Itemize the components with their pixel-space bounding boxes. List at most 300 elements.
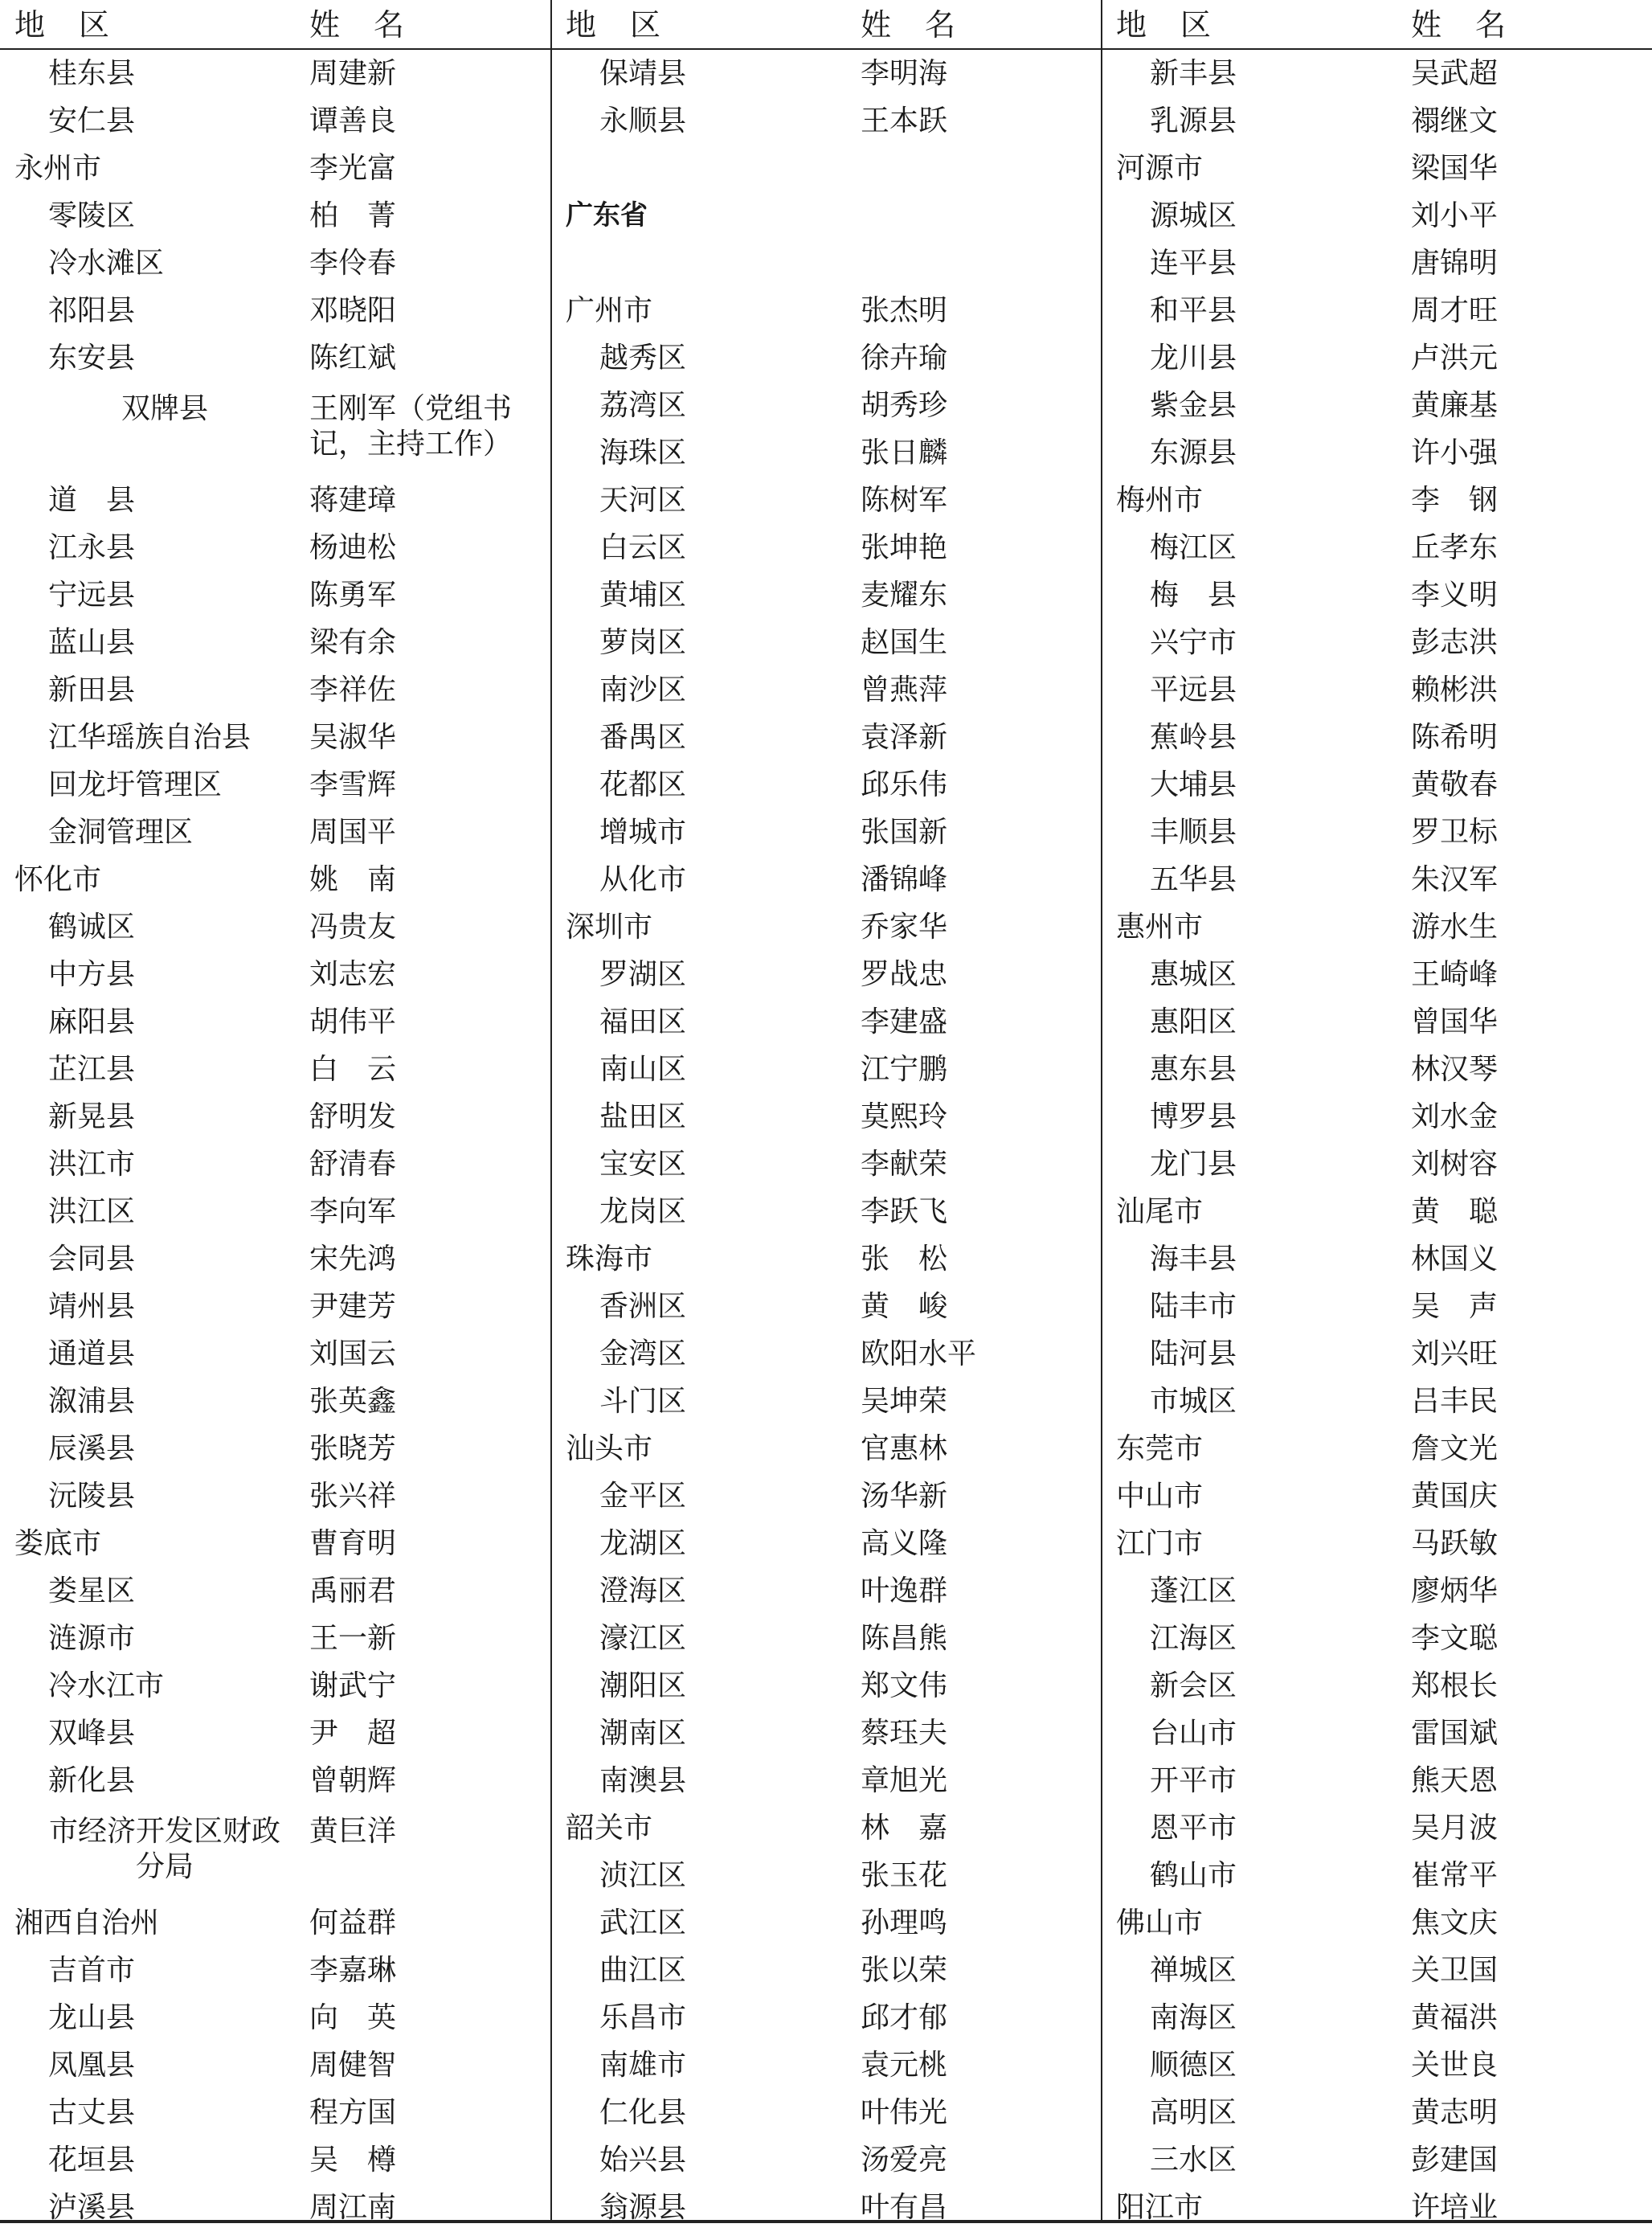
name-cell: 梁有余 (309, 626, 397, 659)
table-row (551, 2136, 1101, 2184)
name-cell: 彭建国 (1411, 2144, 1499, 2177)
table-row (0, 1283, 550, 1330)
region-cell: 零陵区 (48, 199, 136, 232)
region-cell: 龙门县 (1150, 1148, 1237, 1181)
region-cell: 博罗县 (1150, 1100, 1237, 1133)
table-row (1102, 951, 1652, 998)
name-cell: 王本跃 (861, 104, 948, 137)
region-cell: 江海区 (1150, 1622, 1237, 1655)
table-row (551, 1615, 1101, 1662)
region-cell: 惠州市 (1116, 911, 1204, 944)
name-cell: 王刚军（党组书记，主持工作） (309, 392, 513, 461)
region-cell: 鹤诚区 (48, 911, 136, 944)
name-cell: 曾国华 (1411, 1005, 1499, 1038)
name-cell: 尹 超 (309, 1717, 397, 1750)
table-row (1102, 429, 1652, 477)
name-cell: 黄 峻 (861, 1290, 948, 1323)
table-row (0, 1472, 550, 1520)
table-row (1102, 1567, 1652, 1615)
region-cell: 新田县 (48, 674, 136, 706)
name-cell: 林 嘉 (861, 1812, 948, 1845)
region-cell: 花垣县 (48, 2144, 136, 2177)
name-cell: 袁元桃 (861, 2049, 948, 2082)
region-cell: 翁源县 (599, 2191, 687, 2224)
region-cell: 惠阳区 (1150, 1005, 1237, 1038)
name-cell: 张晓芳 (309, 1432, 397, 1465)
name-cell: 何益群 (309, 1906, 397, 1939)
region-cell: 凤凰县 (48, 2049, 136, 2082)
region-cell: 江华瑶族自治县 (48, 721, 251, 754)
table-row (0, 761, 550, 809)
region-cell: 盐田区 (599, 1100, 687, 1133)
name-cell: 梁国华 (1411, 152, 1499, 185)
table-row (0, 145, 550, 192)
region-cell: 祁阳县 (48, 294, 136, 327)
region-cell: 番禺区 (599, 721, 687, 754)
table-row (551, 1804, 1101, 1852)
table-row (0, 2041, 550, 2089)
name-cell: 唐锦明 (1411, 247, 1499, 280)
region-cell: 桂东县 (48, 57, 136, 90)
region-cell: 增城市 (599, 816, 687, 849)
table-row (1102, 619, 1652, 666)
name-cell: 陈勇军 (309, 579, 397, 612)
region-cell: 蕉岭县 (1150, 721, 1237, 754)
table-row (1102, 1994, 1652, 2041)
table-row (551, 1425, 1101, 1472)
region-cell: 深圳市 (566, 911, 653, 944)
name-cell: 程方国 (309, 2096, 397, 2129)
table-row (1102, 192, 1652, 240)
region-header: 地 区 (566, 7, 663, 43)
name-cell: 蔡珏夫 (861, 1717, 948, 1750)
name-cell: 张玉花 (861, 1859, 948, 1892)
region-cell: 武江区 (599, 1906, 687, 1939)
table-row (551, 619, 1101, 666)
region-cell: 娄星区 (48, 1575, 136, 1607)
region-cell: 阳江市 (1116, 2191, 1204, 2224)
table-row (551, 1567, 1101, 1615)
name-cell: 刘树容 (1411, 1148, 1499, 1181)
table-row (0, 1046, 550, 1093)
region-cell: 龙岗区 (599, 1195, 687, 1228)
table-row (1102, 1188, 1652, 1235)
table-row (0, 240, 550, 287)
name-cell: 黄国庆 (1411, 1480, 1499, 1513)
region-cell: 梅州市 (1116, 484, 1204, 517)
table-row (1102, 287, 1652, 334)
name-cell: 谭善良 (309, 104, 397, 137)
table-row (1102, 1093, 1652, 1141)
name-cell: 王一新 (309, 1622, 397, 1655)
table-row (1102, 145, 1652, 192)
name-cell: 邱乐伟 (861, 768, 948, 801)
name-cell: 彭志洪 (1411, 626, 1499, 659)
region-cell: 始兴县 (599, 2144, 687, 2177)
region-cell: 从化市 (599, 863, 687, 896)
table-row (1102, 2184, 1652, 2231)
table-row (1102, 1378, 1652, 1425)
region-cell: 中山市 (1116, 1480, 1204, 1513)
region-cell: 保靖县 (599, 57, 687, 90)
name-cell: 李祥佐 (309, 674, 397, 706)
name-cell: 朱汉军 (1411, 863, 1499, 896)
name-cell: 叶逸群 (861, 1575, 948, 1607)
region-header: 地 区 (1116, 7, 1213, 43)
region-cell: 新晃县 (48, 1100, 136, 1133)
column-3 (1102, 0, 1652, 2236)
name-cell: 陈希明 (1411, 721, 1499, 754)
name-cell: 黄 聪 (1411, 1195, 1499, 1228)
region-cell: 惠城区 (1150, 958, 1237, 991)
name-cell: 廖炳华 (1411, 1575, 1499, 1607)
region-cell: 市经济开发区财政分局 (48, 1815, 280, 1883)
name-cell: 莫熙玲 (861, 1100, 948, 1133)
region-cell: 江永县 (48, 531, 136, 564)
name-cell: 李义明 (1411, 579, 1499, 612)
table-row (551, 382, 1101, 429)
region-cell: 黄埔区 (599, 579, 687, 612)
name-cell: 刘兴旺 (1411, 1337, 1499, 1370)
table-row (1102, 382, 1652, 429)
region-cell: 娄底市 (14, 1527, 102, 1560)
region-cell: 天河区 (599, 484, 687, 517)
region-cell: 南海区 (1150, 2001, 1237, 2034)
name-cell: 郑根长 (1411, 1669, 1499, 1702)
region-cell: 中方县 (48, 958, 136, 991)
name-cell: 周国平 (309, 816, 397, 849)
name-cell: 张国新 (861, 816, 948, 849)
name-cell: 罗战忠 (861, 958, 948, 991)
region-cell: 永州市 (14, 152, 102, 185)
table-row (551, 50, 1101, 97)
table-row (0, 524, 550, 571)
region-cell: 罗湖区 (599, 958, 687, 991)
table-row (1102, 1235, 1652, 1283)
table-row (1102, 1899, 1652, 1947)
name-cell: 向 英 (309, 2001, 397, 2034)
table-row (0, 1378, 550, 1425)
column-header (551, 0, 1101, 48)
name-cell: 李献荣 (861, 1148, 948, 1181)
table-row (1102, 50, 1652, 97)
name-cell: 叶伟光 (861, 2096, 948, 2129)
table-row (551, 240, 1101, 287)
region-cell: 怀化市 (14, 863, 102, 896)
name-cell: 詹文光 (1411, 1432, 1499, 1465)
table-row (551, 856, 1101, 903)
region-cell: 曲江区 (599, 1954, 687, 1987)
table-row (0, 2089, 550, 2136)
name-cell: 李 钢 (1411, 484, 1499, 517)
region-cell: 广州市 (566, 294, 653, 327)
table-row (1102, 97, 1652, 145)
name-cell: 章旭光 (861, 1764, 948, 1797)
table-row (0, 287, 550, 334)
region-cell: 南沙区 (599, 674, 687, 706)
name-cell: 赵国生 (861, 626, 948, 659)
table-row (0, 334, 550, 382)
table-row (0, 856, 550, 903)
name-cell: 郑文伟 (861, 1669, 948, 1702)
name-cell: 蒋建璋 (309, 484, 397, 517)
name-cell: 张兴祥 (309, 1480, 397, 1513)
table-row (0, 97, 550, 145)
name-cell: 黄巨洋 (309, 1815, 397, 1848)
name-cell: 林汉琴 (1411, 1053, 1499, 1086)
name-cell: 周建新 (309, 57, 397, 90)
name-cell: 黄敬春 (1411, 768, 1499, 801)
region-cell: 潮南区 (599, 1717, 687, 1750)
region-cell: 宁远县 (48, 579, 136, 612)
table-row (1102, 1425, 1652, 1472)
table-row (551, 1188, 1101, 1235)
region-cell: 金湾区 (599, 1337, 687, 1370)
table-row (0, 1093, 550, 1141)
region-cell: 洪江市 (48, 1148, 136, 1181)
region-cell: 辰溪县 (48, 1432, 136, 1465)
table-row (551, 524, 1101, 571)
region-cell: 福田区 (599, 1005, 687, 1038)
region-cell: 大埔县 (1150, 768, 1237, 801)
name-cell: 孙理鸣 (861, 1906, 948, 1939)
region-cell: 双峰县 (48, 1717, 136, 1750)
table-row (551, 287, 1101, 334)
table-row (1102, 1947, 1652, 1994)
name-cell: 李嘉琳 (309, 1954, 397, 1987)
table-row (1102, 998, 1652, 1046)
name-cell: 马跃敏 (1411, 1527, 1499, 1560)
table-row (1102, 334, 1652, 382)
table-row (1102, 1046, 1652, 1093)
region-cell: 源城区 (1150, 199, 1237, 232)
name-cell: 张以荣 (861, 1954, 948, 1987)
name-cell: 刘水金 (1411, 1100, 1499, 1133)
name-cell: 邓晓阳 (309, 294, 397, 327)
region-cell: 梅江区 (1150, 531, 1237, 564)
table-row (0, 1899, 550, 1947)
table-row (0, 809, 550, 856)
table-row (551, 2089, 1101, 2136)
name-cell: 高义隆 (861, 1527, 948, 1560)
name-cell: 刘国云 (309, 1337, 397, 1370)
name-cell: 周才旺 (1411, 294, 1499, 327)
table-row (1102, 1520, 1652, 1567)
region-cell: 涟源市 (48, 1622, 136, 1655)
table-row (551, 998, 1101, 1046)
name-cell: 尹建芳 (309, 1290, 397, 1323)
region-cell: 龙湖区 (599, 1527, 687, 1560)
region-cell: 紫金县 (1150, 389, 1237, 422)
region-cell: 佛山市 (1116, 1906, 1204, 1939)
name-cell: 杨迪松 (309, 531, 397, 564)
name-cell: 曾朝辉 (309, 1764, 397, 1797)
name-cell: 李伶春 (309, 247, 397, 280)
name-cell: 叶有昌 (861, 2191, 948, 2224)
region-cell: 平远县 (1150, 674, 1237, 706)
table-row (1102, 240, 1652, 287)
region-cell: 双牌县 (121, 392, 208, 425)
name-cell: 江宁鹏 (861, 1053, 948, 1086)
name-cell: 冯贵友 (309, 911, 397, 944)
section-heading (551, 192, 1101, 240)
table-row (551, 1472, 1101, 1520)
region-cell: 高明区 (1150, 2096, 1237, 2129)
table-row (0, 951, 550, 998)
region-cell: 冷水滩区 (48, 247, 165, 280)
name-cell: 柏 菁 (309, 199, 397, 232)
table-row (0, 1757, 550, 1804)
name-cell: 黄志明 (1411, 2096, 1499, 2129)
region-cell: 市城区 (1150, 1385, 1237, 1418)
name-cell: 麦耀东 (861, 579, 948, 612)
table-row (0, 1615, 550, 1662)
table-row (551, 1520, 1101, 1567)
table-row (0, 1425, 550, 1472)
name-cell: 雷国斌 (1411, 1717, 1499, 1750)
table-row (551, 666, 1101, 714)
table-row (1102, 1710, 1652, 1757)
region-cell: 梅 县 (1150, 579, 1237, 612)
table-row (551, 2041, 1101, 2089)
name-cell: 黄廉基 (1411, 389, 1499, 422)
table-row (0, 382, 550, 477)
table-row (1102, 1757, 1652, 1804)
region-cell: 芷江县 (48, 1053, 136, 1086)
table-row (1102, 1330, 1652, 1378)
table-row (551, 714, 1101, 761)
region-cell: 顺德区 (1150, 2049, 1237, 2082)
name-cell: 卢洪元 (1411, 342, 1499, 375)
name-cell: 吴 声 (1411, 1290, 1499, 1323)
table-row (1102, 477, 1652, 524)
table-row (0, 1188, 550, 1235)
table-row (551, 809, 1101, 856)
name-cell: 姚 南 (309, 863, 397, 896)
table-row (0, 998, 550, 1046)
name-cell: 谢武宁 (309, 1669, 397, 1702)
region-cell: 仁化县 (599, 2096, 687, 2129)
name-cell: 舒明发 (309, 1100, 397, 1133)
name-cell: 罗卫标 (1411, 816, 1499, 849)
region-cell: 东安县 (48, 342, 136, 375)
name-cell: 宋先鸿 (309, 1243, 397, 1276)
table-row (0, 2184, 550, 2231)
region-cell: 兴宁市 (1150, 626, 1237, 659)
table-row (1102, 903, 1652, 951)
column-header (1102, 0, 1652, 48)
table-row (0, 1947, 550, 1994)
table-row (551, 1141, 1101, 1188)
region-cell: 龙川县 (1150, 342, 1237, 375)
table-row (0, 1994, 550, 2041)
region-cell: 汕头市 (566, 1432, 653, 1465)
table-row (0, 192, 550, 240)
name-cell: 官惠林 (861, 1432, 948, 1465)
table-row (1102, 1141, 1652, 1188)
region-cell: 濠江区 (599, 1622, 687, 1655)
name-cell: 陈树军 (861, 484, 948, 517)
name-cell: 胡秀珍 (861, 389, 948, 422)
name-cell: 吴淑华 (309, 721, 397, 754)
table-row (0, 619, 550, 666)
table-row (1102, 2089, 1652, 2136)
name-cell: 林国义 (1411, 1243, 1499, 1276)
region-cell: 三水区 (1150, 2144, 1237, 2177)
name-cell: 欧阳水平 (861, 1337, 977, 1370)
name-cell: 李建盛 (861, 1005, 948, 1038)
table-row (0, 477, 550, 524)
region-cell: 新会区 (1150, 1669, 1237, 1702)
table-row (551, 1093, 1101, 1141)
table-row (1102, 1662, 1652, 1710)
region-cell: 斗门区 (599, 1385, 687, 1418)
table-row (1102, 2136, 1652, 2184)
region-cell: 浈江区 (599, 1859, 687, 1892)
name-cell: 黄福洪 (1411, 2001, 1499, 2034)
region-cell: 南雄市 (599, 2049, 687, 2082)
region-cell: 蓝山县 (48, 626, 136, 659)
region-cell: 韶关市 (566, 1812, 653, 1845)
table-row (551, 903, 1101, 951)
name-cell: 乔家华 (861, 911, 948, 944)
region-cell: 靖州县 (48, 1290, 136, 1323)
table-row (551, 97, 1101, 145)
region-cell: 澄海区 (599, 1575, 687, 1607)
region-cell: 新丰县 (1150, 57, 1237, 90)
table-row (551, 1994, 1101, 2041)
name-cell: 王崎峰 (1411, 958, 1499, 991)
table-row (551, 1378, 1101, 1425)
name-cell: 胡伟平 (309, 1005, 397, 1038)
table-row (551, 1947, 1101, 1994)
name-cell: 禹丽君 (309, 1575, 397, 1607)
region-cell: 金平区 (599, 1480, 687, 1513)
name-cell: 刘志宏 (309, 958, 397, 991)
name-cell: 陈昌熊 (861, 1622, 948, 1655)
table-row (551, 1235, 1101, 1283)
region-cell: 鹤山市 (1150, 1859, 1237, 1892)
name-cell: 徐卉瑜 (861, 342, 948, 375)
table-row (551, 1899, 1101, 1947)
table-row (551, 1283, 1101, 1330)
region-cell: 通道县 (48, 1337, 136, 1370)
region-cell: 惠东县 (1150, 1053, 1237, 1086)
region-cell: 蓬江区 (1150, 1575, 1237, 1607)
name-cell: 周健智 (309, 2049, 397, 2082)
region-cell: 宝安区 (599, 1148, 687, 1181)
table-row (551, 2184, 1101, 2231)
region-cell: 越秀区 (599, 342, 687, 375)
table-row (0, 50, 550, 97)
name-cell: 曹育明 (309, 1527, 397, 1560)
region-cell: 湘西自治州 (14, 1906, 160, 1939)
name-header: 姓 名 (1411, 7, 1508, 43)
table-row (551, 1757, 1101, 1804)
region-cell: 白云区 (599, 531, 687, 564)
region-cell: 洪江区 (48, 1195, 136, 1228)
table-row (0, 714, 550, 761)
name-cell: 张英鑫 (309, 1385, 397, 1418)
region-cell: 丰顺县 (1150, 816, 1237, 849)
region-cell: 乳源县 (1150, 104, 1237, 137)
region-cell: 新化县 (48, 1764, 136, 1797)
name-cell: 白 云 (309, 1053, 397, 1086)
table-row (0, 666, 550, 714)
region-cell: 吉首市 (48, 1954, 136, 1987)
table-row (0, 1330, 550, 1378)
region-cell: 潮阳区 (599, 1669, 687, 1702)
